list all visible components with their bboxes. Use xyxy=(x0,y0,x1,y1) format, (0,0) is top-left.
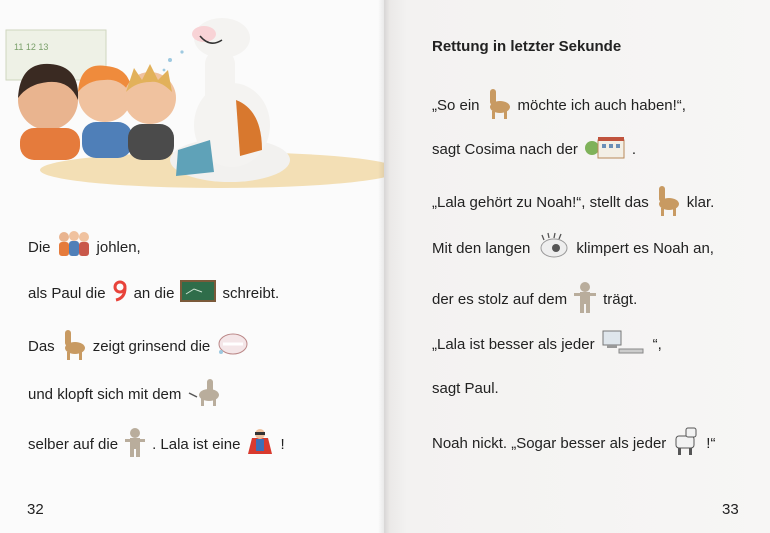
text: zeigt grinsend die xyxy=(92,338,211,355)
text: Noah nickt. „Sogar besser als jeder xyxy=(432,435,667,452)
text: Die xyxy=(28,239,51,256)
text-line-r2 xyxy=(432,134,636,166)
text-line-r4 xyxy=(432,232,714,266)
left-page xyxy=(0,0,384,533)
text: ! xyxy=(280,436,285,453)
page-number-right: 33 xyxy=(722,501,739,518)
text-line-r1 xyxy=(432,87,686,125)
text: schreibt. xyxy=(222,285,280,302)
text: Mit den langen xyxy=(432,240,531,257)
chalkboard-icon xyxy=(180,280,216,308)
man-silhouette-icon xyxy=(124,427,146,463)
text: johlen, xyxy=(96,239,141,256)
text-line-4 xyxy=(28,377,229,413)
teeth-icon xyxy=(216,330,250,364)
text: trägt. xyxy=(603,291,638,308)
text-line-1 xyxy=(28,230,141,266)
page-number-left: 32 xyxy=(27,501,44,518)
llama-icon xyxy=(655,184,681,222)
children-icon xyxy=(57,230,91,266)
right-page xyxy=(384,0,770,533)
number-nine-icon xyxy=(112,280,128,308)
llama-icon xyxy=(486,87,512,125)
text-line-2 xyxy=(28,280,279,308)
classroom-illustration xyxy=(0,0,384,190)
llama-icon xyxy=(61,328,87,366)
text: . Lala ist eine xyxy=(152,436,241,453)
text-line-r6 xyxy=(432,329,662,361)
text: sagt Cosima nach der xyxy=(432,141,578,158)
text: „Lala ist besser als jeder xyxy=(432,336,595,353)
text: an die xyxy=(133,285,175,302)
llama-hoof-icon xyxy=(187,377,223,413)
text: als Paul die xyxy=(28,285,106,302)
text: . xyxy=(631,141,637,158)
robot-dog-icon xyxy=(672,426,700,462)
text-line-r3 xyxy=(432,184,714,222)
superhero-icon xyxy=(246,426,274,464)
page-title: Rettung in letzter Sekunde xyxy=(432,38,622,55)
text: “, xyxy=(652,336,662,353)
text-line-r8 xyxy=(432,426,715,462)
text: möchte ich auch haben!“, xyxy=(517,97,686,114)
computer-icon xyxy=(601,329,647,361)
eyelashes-icon xyxy=(536,232,570,266)
text: sagt Paul. xyxy=(432,380,499,397)
text: klar. xyxy=(686,194,715,211)
book-gutter xyxy=(378,0,390,533)
text: selber auf die xyxy=(28,436,119,453)
school-building-icon xyxy=(584,134,626,166)
text: der es stolz auf dem xyxy=(432,291,568,308)
text-line-5 xyxy=(28,426,285,464)
man-silhouette-icon xyxy=(573,281,597,319)
text-line-r7 xyxy=(432,379,499,399)
svg-text:11 12 13: 11 12 13 xyxy=(14,42,49,52)
text: „So ein xyxy=(432,97,480,114)
text: Das xyxy=(28,338,55,355)
text: und klopft sich mit dem xyxy=(28,386,182,403)
text-line-3 xyxy=(28,328,256,366)
text: klimpert es Noah an, xyxy=(576,240,714,257)
text: „Lala gehört zu Noah!“, stellt das xyxy=(432,194,649,211)
text: !“ xyxy=(706,435,716,452)
text-line-r5 xyxy=(432,281,637,319)
